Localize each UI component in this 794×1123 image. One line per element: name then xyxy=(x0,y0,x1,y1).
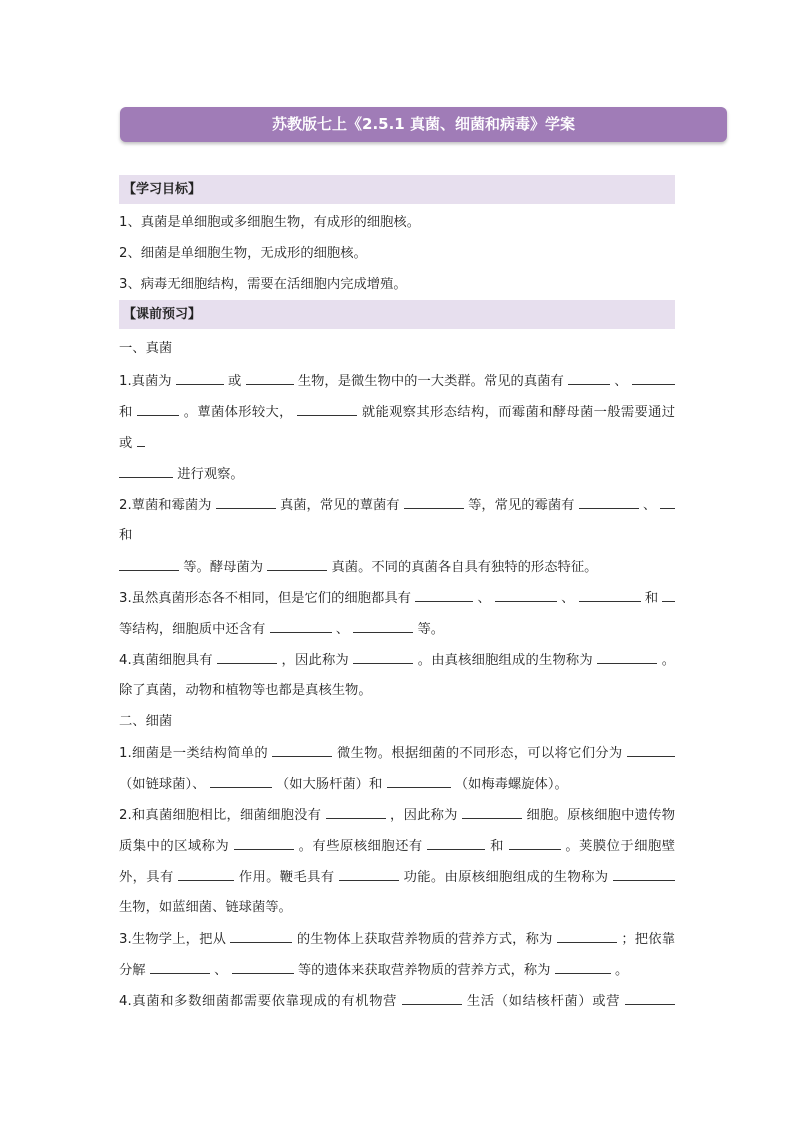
line-text: 、 xyxy=(642,498,657,513)
fill-in-blank[interactable] xyxy=(660,496,675,509)
fill-in-blank[interactable] xyxy=(137,403,179,416)
line-text: 的生物体上获取营养物质的营养方式，称为 xyxy=(296,932,553,947)
fill-in-blank[interactable] xyxy=(597,651,657,664)
objective-item: 2、细菌是单细胞生物，无成形的细胞核。 xyxy=(119,246,367,261)
worksheet-line xyxy=(119,899,675,917)
fill-in-blank[interactable] xyxy=(387,775,451,788)
fill-in-blank[interactable] xyxy=(137,434,145,447)
line-text: 生物，如蓝细菌、链球菌等。 xyxy=(119,900,292,915)
line-text: 细胞。原核细胞中遗传物 xyxy=(526,808,675,823)
fill-in-blank[interactable] xyxy=(272,744,332,757)
fill-in-blank[interactable] xyxy=(326,806,386,819)
worksheet-line xyxy=(119,961,675,980)
fill-in-blank[interactable] xyxy=(217,651,277,664)
fill-in-blank[interactable] xyxy=(176,372,224,385)
line-text: 和 xyxy=(119,405,133,420)
line-text: 、 xyxy=(477,591,491,606)
worksheet-line xyxy=(119,744,675,763)
fill-in-blank[interactable] xyxy=(662,589,675,602)
line-text: （如梅毒螺旋体）。 xyxy=(454,777,568,792)
worksheet-line xyxy=(119,682,675,700)
fill-in-blank[interactable] xyxy=(270,620,332,633)
line-text: 2.和真菌细胞相比，细菌细胞没有 xyxy=(119,808,322,823)
line-text: 、 xyxy=(214,963,228,978)
section-heading-objectives: 【学习目标】 xyxy=(119,175,675,204)
fill-in-blank[interactable] xyxy=(415,589,473,602)
worksheet-line xyxy=(119,837,675,856)
line-text: 真菌，常见的蕈菌有 xyxy=(279,498,400,513)
line-text: 除了真菌，动物和植物等也都是真核生物。 xyxy=(119,683,372,698)
subsection-heading xyxy=(119,713,675,731)
line-text: 2.蕈菌和霉菌为 xyxy=(119,498,212,513)
line-text: 微生物。根据细菌的不同形态，可以将它们分为 xyxy=(337,746,623,761)
line-text: 和 xyxy=(490,839,504,854)
line-text: 生物，是微生物中的一大类群。常见的真菌有 xyxy=(297,374,564,389)
fill-in-blank[interactable] xyxy=(404,496,464,509)
line-text: ；把依靠 xyxy=(621,932,675,947)
objective-item: 1、真菌是单细胞或多细胞生物，有成形的细胞核。 xyxy=(119,215,420,230)
fill-in-blank[interactable] xyxy=(234,837,294,850)
worksheet-line xyxy=(119,775,675,794)
worksheet-line xyxy=(119,403,675,422)
worksheet-line xyxy=(119,930,675,949)
fill-in-blank[interactable] xyxy=(216,496,276,509)
line-text: 一、真菌 xyxy=(119,341,173,356)
line-text: 4.真菌细胞具有 xyxy=(119,653,213,668)
fill-in-blank[interactable] xyxy=(627,744,675,757)
worksheet-line xyxy=(119,496,675,515)
worksheet-line xyxy=(119,372,675,391)
worksheet-line xyxy=(119,558,675,577)
line-text: 就能观察其形态结构，而霉菌和酵母菌一般需要通过 xyxy=(361,405,675,420)
line-text: 作用。鞭毛具有 xyxy=(238,870,335,885)
fill-in-blank[interactable] xyxy=(557,930,617,943)
fill-in-blank[interactable] xyxy=(579,589,641,602)
line-text: （如链球菌）、 xyxy=(119,777,206,792)
fill-in-blank[interactable] xyxy=(150,961,210,974)
fill-in-blank[interactable] xyxy=(246,372,294,385)
fill-in-blank[interactable] xyxy=(119,558,179,571)
line-text: 等的遗体来获取营养物质的营养方式，称为 xyxy=(297,963,551,978)
fill-in-blank[interactable] xyxy=(353,651,413,664)
line-text: 或 xyxy=(228,374,242,389)
line-text: 质集中的区域称为 xyxy=(119,839,230,854)
line-text: 3.虽然真菌形态各不相同，但是它们的细胞都具有 xyxy=(119,591,411,606)
line-text: 功能。由原核细胞组成的生物称为 xyxy=(403,870,609,885)
fill-in-blank[interactable] xyxy=(267,558,327,571)
line-text: 等。酵母菌为 xyxy=(183,560,264,575)
fill-in-blank[interactable] xyxy=(297,403,357,416)
line-text: 1.细菌是一类结构简单的 xyxy=(119,746,268,761)
fill-in-blank[interactable] xyxy=(462,806,522,819)
line-text: 。 xyxy=(661,653,675,668)
line-text: 等。 xyxy=(417,622,445,637)
objective-item: 3、病毒无细胞结构，需要在活细胞内完成增殖。 xyxy=(119,277,407,292)
fill-in-blank[interactable] xyxy=(568,372,610,385)
line-text: 。由真核细胞组成的生物称为 xyxy=(417,653,593,668)
fill-in-blank[interactable] xyxy=(178,868,234,881)
line-text: 4.真菌和多数细菌都需要依靠现成的有机物营 xyxy=(119,994,398,1009)
worksheet-line xyxy=(119,651,675,670)
line-text: 和 xyxy=(119,528,133,543)
line-text: 等，常见的霉菌有 xyxy=(468,498,575,513)
line-text: 3.生物学上，把从 xyxy=(119,932,227,947)
fill-in-blank[interactable] xyxy=(210,775,272,788)
line-text: 生活（如结核杆菌）或营 xyxy=(466,994,621,1009)
worksheet-line xyxy=(119,527,675,545)
worksheet-line xyxy=(119,806,675,825)
line-text: 、 xyxy=(614,374,628,389)
line-text: 和 xyxy=(644,591,659,606)
section-heading-preview: 【课前预习】 xyxy=(119,300,675,329)
line-text: 。荚膜位于细胞壁 xyxy=(565,839,675,854)
line-text: 等结构，细胞质中还含有 xyxy=(119,622,266,637)
line-text: 。有些原核细胞还有 xyxy=(298,839,423,854)
worksheet-line xyxy=(119,868,675,887)
fill-in-blank[interactable] xyxy=(402,992,462,1005)
fill-in-blank[interactable] xyxy=(613,868,675,881)
subsection-heading xyxy=(119,340,675,358)
fill-in-blank[interactable] xyxy=(625,992,675,1005)
worksheet-line xyxy=(119,992,675,1011)
worksheet-line xyxy=(119,434,675,453)
fill-in-blank[interactable] xyxy=(119,465,173,478)
fill-in-blank[interactable] xyxy=(495,589,557,602)
fill-in-blank[interactable] xyxy=(555,961,611,974)
line-text: 、 xyxy=(561,591,575,606)
fill-in-blank[interactable] xyxy=(339,868,399,881)
line-text: 分解 xyxy=(119,963,146,978)
fill-in-blank[interactable] xyxy=(232,961,294,974)
worksheet-line xyxy=(119,620,675,639)
line-text: 。 xyxy=(614,963,629,978)
fill-in-blank[interactable] xyxy=(579,496,639,509)
line-text: 或 xyxy=(119,436,133,451)
fill-in-blank[interactable] xyxy=(509,837,561,850)
document-title: 苏教版七上《2.5.1 真菌、细菌和病毒》学案 xyxy=(120,107,727,142)
line-text: 真菌。不同的真菌各自具有独特的形态特征。 xyxy=(331,560,598,575)
fill-in-blank[interactable] xyxy=(353,620,413,633)
line-text: 进行观察。 xyxy=(177,467,244,482)
line-text: ，因此称为 xyxy=(390,808,458,823)
fill-in-blank[interactable] xyxy=(427,837,485,850)
worksheet-line xyxy=(119,589,675,608)
fill-in-blank[interactable] xyxy=(230,930,292,943)
line-text: 、 xyxy=(335,622,350,637)
line-text: 1.真菌为 xyxy=(119,374,172,389)
line-text: （如大肠杆菌）和 xyxy=(275,777,383,792)
line-text: ，因此称为 xyxy=(281,653,349,668)
fill-in-blank[interactable] xyxy=(632,372,675,385)
line-text: 。蕈菌体形较大， xyxy=(183,405,293,420)
worksheet-line xyxy=(119,465,675,484)
line-text: 外，具有 xyxy=(119,870,174,885)
line-text: 二、细菌 xyxy=(119,714,173,729)
